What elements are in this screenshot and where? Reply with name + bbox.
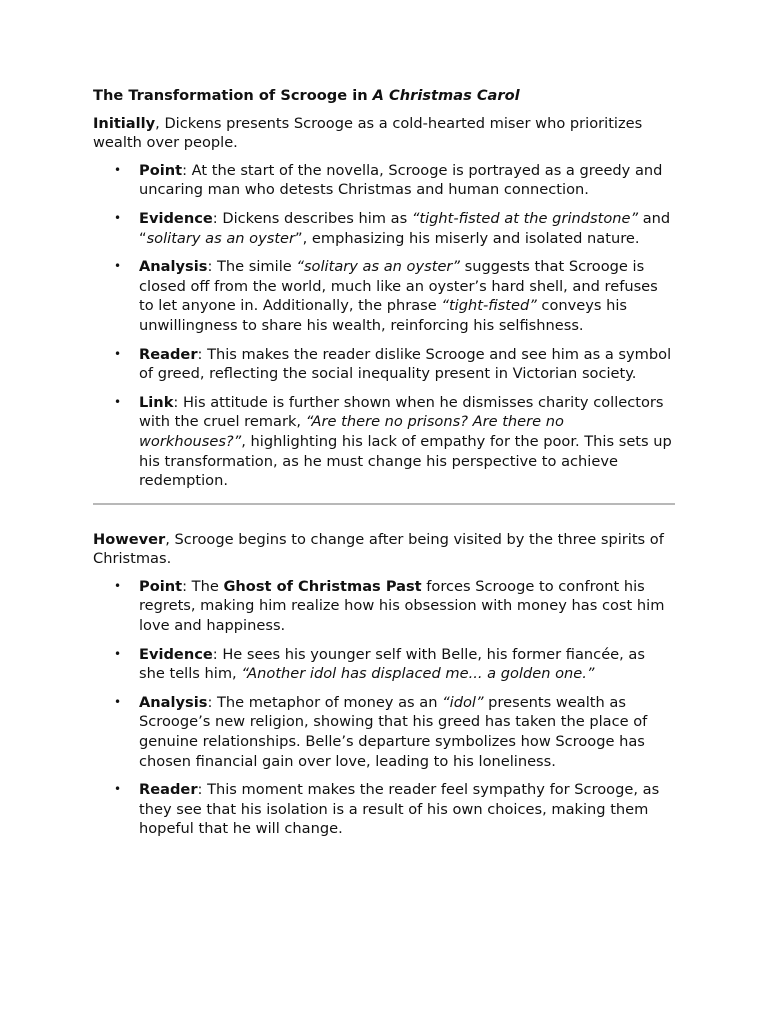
section1-point bbox=[93, 161, 675, 200]
section2-intro-text: , Scrooge begins to change after being visited by the three spirits of Christmas. bbox=[93, 530, 664, 568]
evidence-label: Evidence bbox=[139, 209, 213, 227]
section2-analysis bbox=[93, 693, 675, 771]
section1-intro-text: , Dickens presents Scrooge as a cold-hearted miser who prioritizes wealth over people. bbox=[93, 114, 643, 152]
reader-label: Reader bbox=[139, 345, 198, 363]
link-text: : His attitude is further shown when he dismisses charity collectors with the cruel remark, bbox=[139, 393, 664, 431]
evidence-text: ”, emphasizing his miserly and isolated nature. bbox=[295, 229, 640, 247]
section1-intro bbox=[93, 114, 675, 153]
bullet-icon: • bbox=[114, 346, 122, 361]
point-text: : At the start of the novella, Scrooge is portrayed as a greedy and uncaring man who detests Christmas and human connection. bbox=[139, 161, 663, 199]
section2-reader bbox=[93, 780, 675, 839]
evidence-quote: solitary as an oyster bbox=[146, 229, 296, 247]
bullet-icon: • bbox=[114, 578, 122, 593]
bullet-icon: • bbox=[114, 694, 122, 709]
bullet-icon: • bbox=[114, 162, 122, 177]
reader-text: : This makes the reader dislike Scrooge and see him as a symbol of greed, reflecting the social inequality present in Victorian society. bbox=[139, 345, 672, 383]
evidence-quote: “Another idol has displaced me... a golden one.” bbox=[241, 665, 595, 683]
section2-intro bbox=[93, 530, 675, 569]
analysis-text: : The metaphor of money as an bbox=[207, 693, 443, 711]
section1-points bbox=[93, 161, 675, 491]
section2-evidence bbox=[93, 645, 675, 684]
analysis-quote: “idol” bbox=[442, 693, 484, 711]
analysis-text: conveys his unwillingness to share his wealth, reinforcing his selfishness. bbox=[139, 297, 628, 334]
bullet-icon: • bbox=[114, 782, 122, 797]
point-text: forces Scrooge to confront his regrets, making him realize how his obsession with money has cost him love and happiness. bbox=[139, 577, 665, 635]
evidence-quote: “tight-fisted at the grindstone” bbox=[411, 209, 639, 227]
ghost-name: Ghost of Christmas Past bbox=[223, 577, 422, 595]
reader-label: Reader bbox=[139, 781, 198, 799]
analysis-quote: “solitary as an oyster” bbox=[296, 258, 460, 276]
evidence-text: : He sees his younger self with Belle, his former fiancée, as she tells him, bbox=[139, 645, 645, 683]
bullet-icon: • bbox=[114, 394, 122, 409]
section2-intro-lead: However bbox=[93, 530, 166, 548]
bullet-icon: • bbox=[114, 646, 122, 661]
point-text: : The bbox=[182, 577, 224, 595]
section1-analysis bbox=[93, 257, 675, 335]
bullet-icon: • bbox=[114, 210, 122, 225]
analysis-quote: “tight-fisted” bbox=[441, 297, 537, 315]
title-text: The Transformation of Scrooge in bbox=[93, 87, 373, 104]
section1-reader bbox=[93, 345, 675, 384]
evidence-text: : Dickens describes him as bbox=[212, 209, 412, 227]
point-label: Point bbox=[139, 161, 183, 179]
section2-point bbox=[93, 577, 675, 636]
link-quote: “Are there no prisons? Are there no workhouses?” bbox=[139, 413, 564, 450]
analysis-text: presents wealth as Scrooge’s new religion, showing that his greed has taken the place of genuine relationships. Belle’s departure symbolizes how Scrooge has chosen financial gain over love, leading to his loneliness. bbox=[139, 693, 648, 770]
section-divider bbox=[93, 503, 675, 505]
reader-text: : This moment makes the reader feel sympathy for Scrooge, as they see that his isolation is a result of his own choices, making them hopeful that he will change. bbox=[139, 781, 660, 838]
link-label: Link bbox=[139, 393, 174, 411]
section1-link bbox=[93, 393, 675, 491]
bullet-icon: • bbox=[114, 259, 122, 274]
evidence-label: Evidence bbox=[139, 645, 213, 663]
section1-intro-lead: Initially bbox=[93, 114, 156, 132]
document-title bbox=[93, 86, 675, 106]
analysis-label: Analysis bbox=[139, 258, 208, 276]
analysis-text: : The simile bbox=[207, 258, 297, 276]
point-label: Point bbox=[139, 577, 183, 595]
evidence-text: and “ bbox=[139, 209, 671, 247]
analysis-text: suggests that Scrooge is closed off from the world, much like an oyster’s hard shell, and refuses to let anyone in. Additionally, the phrase bbox=[139, 258, 658, 315]
analysis-label: Analysis bbox=[139, 693, 208, 711]
section1-evidence bbox=[93, 209, 675, 248]
section2-points bbox=[93, 577, 675, 839]
title-book-name: A Christmas Carol bbox=[372, 87, 520, 104]
link-text: , highlighting his lack of empathy for the poor. This sets up his transformation, as he must change his perspective to achieve redemption. bbox=[139, 432, 672, 490]
